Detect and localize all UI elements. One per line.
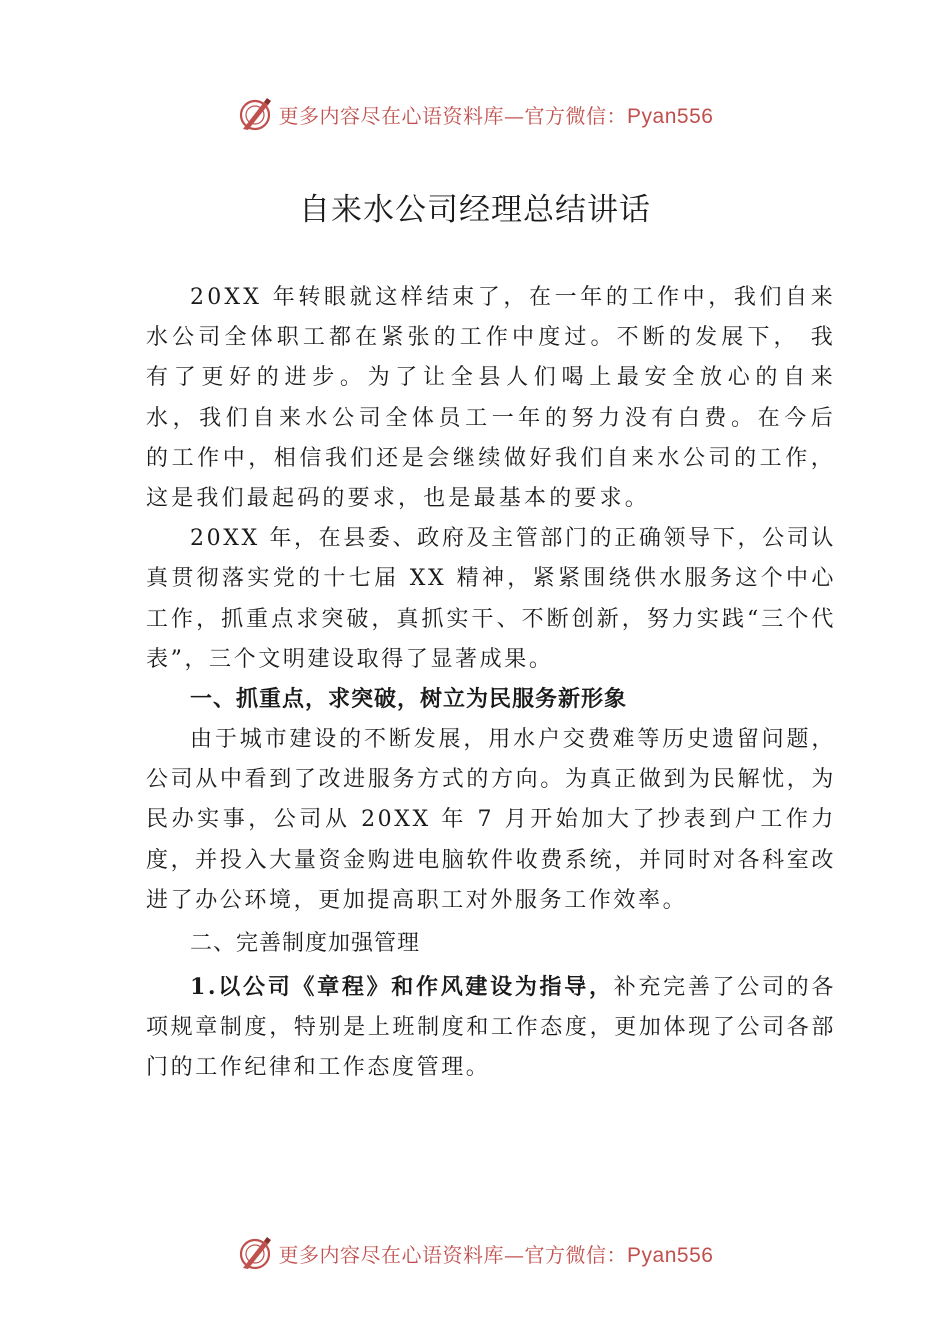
promo-text: 更多内容尽在心语资料库—官方微信：Pyan556 <box>278 103 714 128</box>
header-banner <box>0 94 950 134</box>
pen-seal-icon <box>237 1235 273 1271</box>
footer-wechat-id: Pyan556 <box>627 1243 714 1267</box>
paragraph-3: 由于城市建设的不断发展，用水户交费难等历史遗留问题，公司从中看到了改进服务方式的方向。为真正做到为民解忧，为民办实事，公司从 20XX 年 7 月开始加大了抄表到户工作力度，并投入大量资金购进电脑软件收费系统，并同时对各科室改进了办公环境，更加提高职工对外服务工作效率。 <box>146 727 836 913</box>
paragraph-2: 20XX 年，在县委、政府及主管部门的正确领导下，公司认真贯彻落实党的十七届 XX 精神，紧紧围绕供水服务这个中心工作，抓重点求突破，真抓实干、不断创新，努力实践“三个代表”，三个文明建设取得了显著成果。 <box>146 526 836 672</box>
paragraph-4 <box>146 967 836 1089</box>
item-1-lead: 1.以公司《章程》和作风建设为指导， <box>190 974 614 1001</box>
paragraph-1: 20XX 年转眼就这样结束了，在一年的工作中，我们自来水公司全体职工都在紧张的工作中度过。不断的发展下， 我有了更好的进步。为了让全县人们喝上最安全放心的自来 水，我们自来水公司全体员工一年的努力没有白费。在今后 的工作中，相信我们还是会继续做好我们自来水公司的工作， 这是我们最起码的要求，也是最基本的要求。 <box>146 285 836 512</box>
document-title: 自来水公司经理总结讲话 <box>299 192 651 228</box>
document-body <box>146 278 836 1089</box>
footer-banner <box>0 1233 950 1273</box>
section-heading-1: 一、抓重点，求突破，树立为民服务新形象 <box>190 687 628 713</box>
wechat-id: Pyan556 <box>627 104 714 128</box>
item-1-text: 补充完善了公司的各项规章制度，特别是上班制度和工作态度，更加体现了公司各部门的工作纪律和工作态度管理。 <box>146 975 836 1081</box>
pen-seal-icon <box>237 96 273 132</box>
footer-promo-text: 更多内容尽在心语资料库—官方微信：Pyan556 <box>278 1242 714 1267</box>
section-heading-2: 二、完善制度加强管理 <box>190 931 421 957</box>
